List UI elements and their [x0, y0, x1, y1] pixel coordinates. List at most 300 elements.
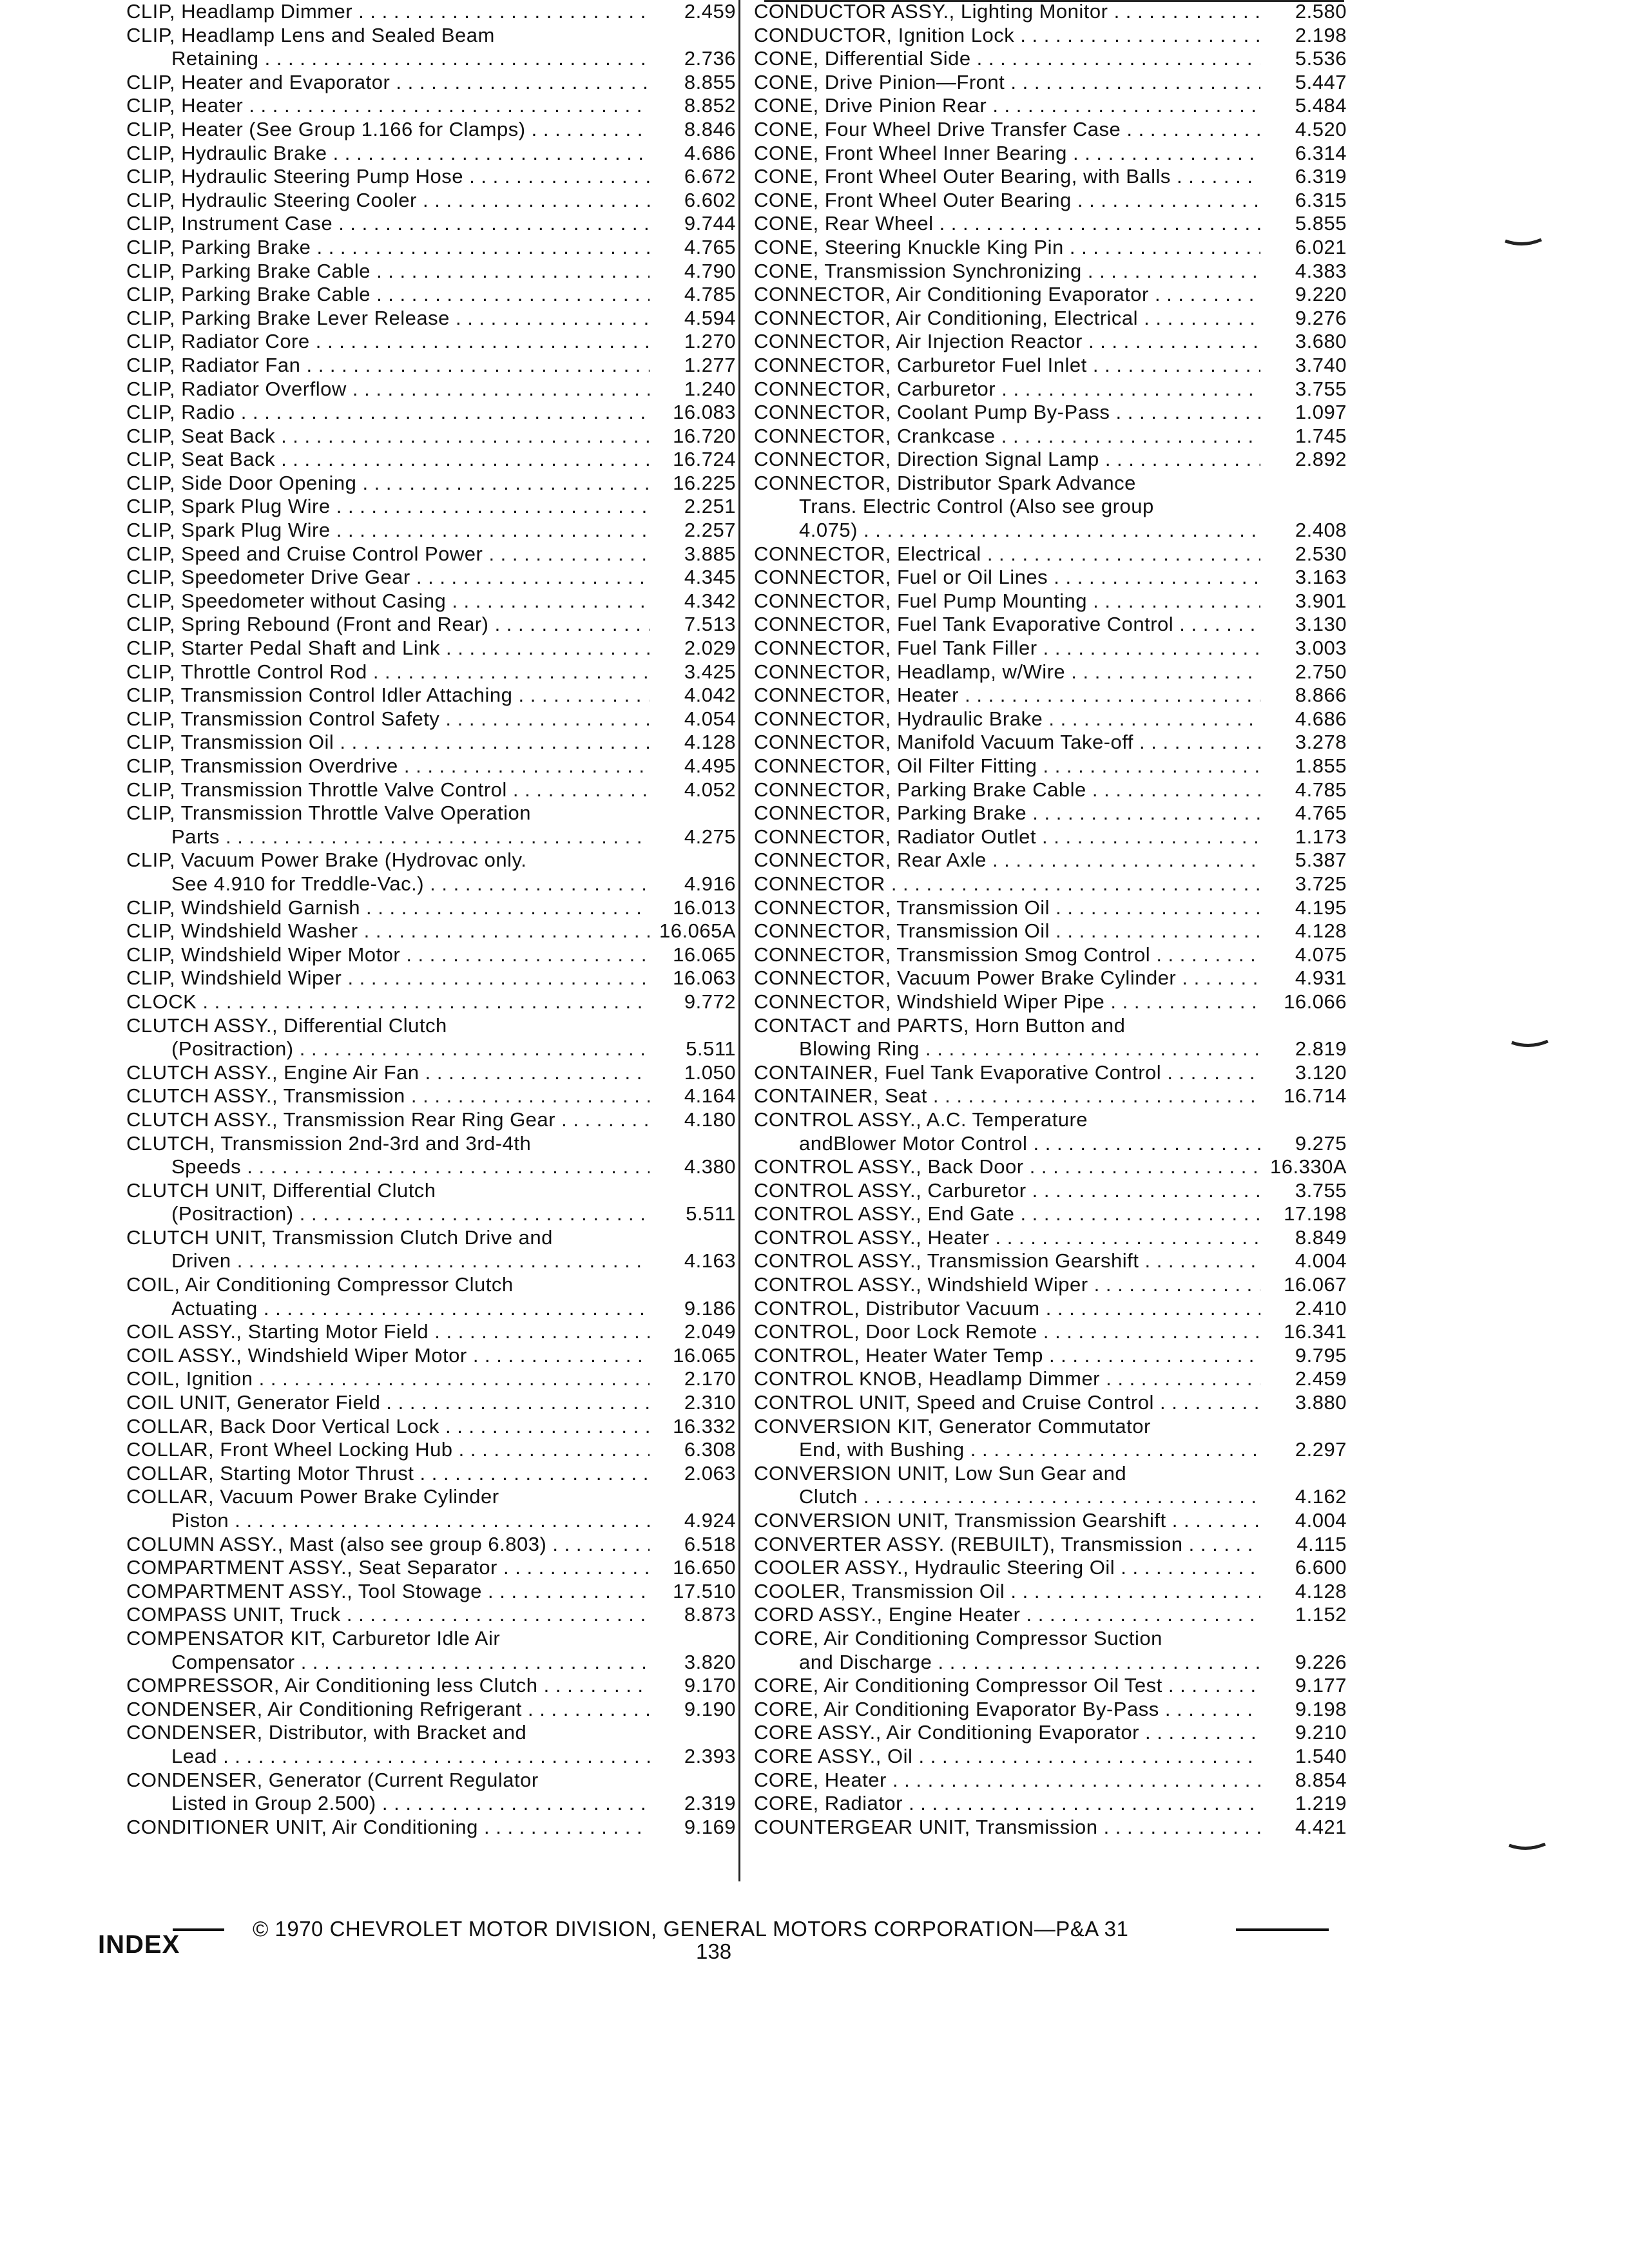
dot-leader — [1020, 1603, 1260, 1626]
entry-group-number: 4.421 — [1295, 1815, 1347, 1838]
dot-leader — [446, 590, 650, 612]
entry-group-number: 4.345 — [684, 566, 736, 589]
index-entry — [126, 1297, 736, 1321]
entry-group-number: 4.594 — [684, 306, 736, 329]
entry-name: CONTROL ASSY., Transmission Gearshift — [754, 1249, 1139, 1273]
index-entry — [126, 354, 736, 378]
entry-label-wrap — [126, 543, 650, 566]
entry-label-wrap — [126, 966, 650, 990]
entry-group-number: 3.885 — [684, 542, 736, 565]
entry-label-wrap — [754, 283, 1260, 307]
dot-leader — [488, 613, 650, 635]
entry-name: CLIP, Side Door Opening — [126, 471, 357, 494]
entry-name: COLLAR, Vacuum Power Brake Cylinder — [126, 1485, 499, 1508]
entry-name: CONDUCTOR, Ignition Lock — [754, 23, 1015, 46]
entry-name: COMPRESSOR, Air Conditioning less Clutch — [126, 1674, 538, 1697]
entry-label-wrap — [754, 1226, 1260, 1250]
entry-label-wrap — [754, 1556, 1260, 1580]
entry-label-wrap — [126, 731, 650, 754]
entry-label-wrap — [754, 825, 1260, 849]
dot-leader — [341, 1603, 650, 1626]
entry-label-wrap — [126, 1580, 650, 1604]
entry-label-wrap — [126, 1391, 650, 1415]
entry-label-wrap — [126, 1344, 650, 1368]
entry-name: CONE, Front Wheel Inner Bearing — [754, 141, 1067, 164]
entry-group-number: 9.169 — [684, 1815, 736, 1838]
index-entry — [754, 1249, 1347, 1273]
entry-name: COUNTERGEAR UNIT, Transmission — [754, 1815, 1098, 1838]
index-entry — [754, 1509, 1347, 1533]
index-entry — [754, 754, 1347, 778]
index-entry — [126, 1580, 736, 1604]
index-entry — [126, 1037, 736, 1061]
entry-label-wrap — [126, 71, 650, 95]
dot-leader — [1121, 118, 1260, 140]
index-entry — [126, 1816, 736, 1840]
index-entry — [754, 1651, 1347, 1675]
entry-group-number: 3.003 — [1295, 637, 1347, 660]
index-entry — [754, 47, 1347, 71]
dot-leader — [1037, 754, 1260, 777]
dot-leader — [439, 1415, 650, 1437]
entry-name: CLIP, Starter Pedal Shaft and Link — [126, 637, 440, 660]
entry-label-wrap — [754, 1108, 1260, 1132]
dot-leader — [333, 212, 650, 235]
entry-label-wrap — [126, 189, 650, 213]
entry-name: CLIP, Radio — [126, 401, 235, 424]
entry-group-number: 9.220 — [1295, 283, 1347, 306]
entry-label-wrap — [126, 330, 650, 354]
entry-group-number: 2.198 — [1295, 23, 1347, 46]
index-entry — [126, 1556, 736, 1580]
entry-name: CONE, Rear Wheel — [754, 212, 934, 235]
dot-leader — [478, 1816, 650, 1838]
entry-name: Piston — [171, 1509, 229, 1532]
index-entry — [126, 1391, 736, 1415]
dot-leader — [1139, 1721, 1260, 1744]
entry-label-wrap — [126, 47, 650, 71]
entry-label-wrap — [754, 1014, 1260, 1038]
index-entry — [754, 71, 1347, 95]
entry-group-number: 2.459 — [1295, 1367, 1347, 1390]
index-entry — [754, 849, 1347, 872]
entry-label-wrap — [754, 1792, 1260, 1816]
entry-name: CLIP, Windshield Wiper Motor — [126, 943, 401, 966]
margin-mark — [1510, 1040, 1549, 1049]
entry-group-number: 2.251 — [684, 495, 736, 518]
entry-name: CLIP, Radiator Fan — [126, 353, 301, 376]
index-entry — [754, 260, 1347, 284]
entry-name: CLIP, Vacuum Power Brake (Hydrovac only. — [126, 849, 527, 872]
entry-label-wrap — [126, 236, 650, 260]
entry-name: CONNECTOR, Direction Signal Lamp — [754, 448, 1099, 471]
entry-name: CORE ASSY., Air Conditioning Evaporator — [754, 1721, 1139, 1744]
index-entry — [754, 660, 1347, 684]
dot-leader — [526, 118, 650, 140]
index-entry — [126, 1344, 736, 1368]
entry-name: and Discharge — [799, 1650, 932, 1673]
entry-label-wrap — [754, 1627, 1260, 1651]
entry-group-number: 3.901 — [1295, 589, 1347, 612]
dot-leader — [1173, 613, 1260, 635]
entry-label-wrap — [126, 1533, 650, 1557]
dot-leader — [1036, 825, 1260, 848]
entry-group-number: 8.849 — [1295, 1225, 1347, 1249]
entry-name: 4.075) — [799, 519, 858, 542]
entry-name: CLIP, Transmission Oil — [126, 731, 334, 754]
index-entry — [126, 778, 736, 802]
index-entry — [754, 212, 1347, 236]
entry-name: CONTROL ASSY., End Gate — [754, 1202, 1015, 1225]
entry-label-wrap — [754, 613, 1260, 637]
index-entry — [126, 543, 736, 566]
entry-label-wrap — [126, 378, 650, 401]
entry-name: CONNECTOR, Fuel Tank Filler — [754, 637, 1037, 660]
entry-label-wrap — [754, 754, 1260, 778]
entry-group-number: 4.042 — [684, 684, 736, 707]
copyright-notice: © 1970 CHEVROLET MOTOR DIVISION, GENERAL MOTORS CORPORATION—P&A 31 — [253, 1917, 1129, 1941]
dot-leader — [483, 543, 650, 565]
dot-leader — [1083, 330, 1260, 352]
entry-name: CLIP, Hydraulic Steering Cooler — [126, 188, 417, 211]
dot-leader — [1014, 1202, 1260, 1225]
entry-label-wrap — [754, 307, 1260, 331]
entry-label-wrap — [126, 260, 650, 284]
dot-leader — [419, 1061, 650, 1084]
index-entry — [754, 1533, 1347, 1557]
entry-label-wrap — [754, 1580, 1260, 1604]
entry-name: COOLER, Transmission Oil — [754, 1579, 1005, 1602]
entry-group-number: 8.866 — [1295, 684, 1347, 707]
dot-leader — [965, 1438, 1260, 1461]
index-entry — [126, 1273, 736, 1297]
entry-label-wrap — [126, 1297, 650, 1321]
index-entry — [126, 94, 736, 118]
dot-leader — [400, 943, 650, 966]
entry-group-number: 5.484 — [1295, 94, 1347, 117]
index-entry — [754, 1745, 1347, 1769]
dot-leader — [482, 1580, 650, 1602]
entry-label-wrap — [754, 1485, 1260, 1509]
index-entry — [126, 24, 736, 48]
entry-group-number: 9.795 — [1295, 1343, 1347, 1367]
entry-label-wrap — [754, 1651, 1260, 1675]
entry-label-wrap — [126, 354, 650, 378]
entry-label-wrap — [126, 754, 650, 778]
index-entry — [126, 590, 736, 613]
entry-group-number: 3.820 — [684, 1650, 736, 1673]
entry-name: (Positraction) — [171, 1037, 294, 1061]
dot-leader — [429, 1320, 650, 1343]
entry-label-wrap — [126, 778, 650, 802]
entry-name: CORE, Air Conditioning Compressor Oil Test — [754, 1674, 1162, 1697]
entry-name: CONTROL KNOB, Headlamp Dimmer — [754, 1367, 1101, 1390]
entry-label-wrap — [754, 118, 1260, 142]
entry-name: CLIP, Seat Back — [126, 448, 275, 471]
entry-label-wrap — [754, 707, 1260, 731]
entry-label-wrap — [754, 1367, 1260, 1391]
entry-name: COIL, Air Conditioning Compressor Clutch — [126, 1273, 514, 1296]
dot-leader — [1005, 71, 1260, 93]
dot-leader — [310, 330, 650, 352]
entry-label-wrap — [754, 872, 1260, 896]
index-entry — [754, 1014, 1347, 1038]
entry-name: CORE, Air Conditioning Evaporator By-Pass — [754, 1697, 1159, 1720]
footer-rule-right — [1236, 1928, 1329, 1931]
index-entry — [126, 1249, 736, 1273]
index-entry — [126, 1367, 736, 1391]
entry-name: COMPASS UNIT, Truck — [126, 1603, 341, 1626]
index-entry — [126, 472, 736, 495]
entry-label-wrap — [754, 1297, 1260, 1321]
entry-group-number: 4.128 — [1295, 1579, 1347, 1602]
dot-leader — [933, 212, 1260, 235]
entry-label-wrap — [754, 1202, 1260, 1226]
entry-label-wrap — [754, 1438, 1260, 1462]
index-entry — [126, 849, 736, 872]
index-entry — [126, 448, 736, 472]
entry-label-wrap — [754, 966, 1260, 990]
entry-group-number: 9.744 — [684, 212, 736, 235]
entry-name: Compensator — [171, 1650, 295, 1673]
entry-label-wrap — [126, 1179, 650, 1203]
entry-name: COIL UNIT, Generator Field — [126, 1391, 381, 1414]
entry-label-wrap — [126, 1462, 650, 1486]
dot-leader — [258, 47, 650, 70]
index-entry — [126, 1651, 736, 1675]
dot-leader — [414, 1462, 650, 1485]
dot-leader — [1176, 966, 1260, 989]
index-entry — [126, 378, 736, 401]
entry-label-wrap — [754, 1320, 1260, 1344]
entry-name: CONNECTOR, Parking Brake — [754, 802, 1027, 825]
index-entry — [126, 637, 736, 660]
entry-group-number: 8.854 — [1295, 1768, 1347, 1791]
entry-name: CONNECTOR, Coolant Pump By-Pass — [754, 401, 1110, 424]
index-entry — [126, 919, 736, 943]
index-entry — [126, 142, 736, 166]
entry-group-number: 1.277 — [684, 353, 736, 376]
entry-group-number: 2.530 — [1295, 542, 1347, 565]
entry-label-wrap — [126, 212, 650, 236]
entry-name: CLUTCH ASSY., Transmission — [126, 1084, 405, 1108]
entry-label-wrap — [754, 401, 1260, 425]
entry-label-wrap — [126, 1792, 650, 1816]
dot-leader — [440, 637, 650, 659]
entry-name: CLIP, Hydraulic Brake — [126, 141, 327, 164]
margin-mark — [1504, 238, 1543, 247]
entry-group-number: 4.195 — [1295, 896, 1347, 919]
entry-group-number: 4.075 — [1295, 943, 1347, 966]
index-entry — [754, 1721, 1347, 1745]
dot-leader — [1097, 1816, 1260, 1838]
entry-name: CONVERTER ASSY. (REBUILT), Transmission — [754, 1532, 1183, 1555]
entry-group-number: 3.120 — [1295, 1061, 1347, 1084]
entry-label-wrap — [754, 590, 1260, 613]
entry-label-wrap — [126, 401, 650, 425]
entry-name: CONNECTOR, Radiator Outlet — [754, 825, 1036, 848]
index-entry — [754, 401, 1347, 425]
dot-leader — [522, 1698, 650, 1720]
dot-leader — [1100, 1367, 1260, 1390]
entry-name: CONE, Differential Side — [754, 47, 971, 70]
index-entry — [126, 1132, 736, 1156]
dot-leader — [1171, 165, 1260, 187]
dot-leader — [1064, 236, 1260, 258]
index-entry — [754, 966, 1347, 990]
index-entry — [126, 1438, 736, 1462]
entry-name: CONNECTOR, Air Injection Reactor — [754, 330, 1083, 353]
dot-leader — [439, 707, 650, 730]
dot-leader — [1088, 1273, 1260, 1296]
entry-name: CLIP, Heater (See Group 1.166 for Clamps) — [126, 117, 526, 140]
entry-label-wrap — [754, 849, 1260, 872]
entry-label-wrap — [754, 24, 1260, 48]
entry-group-number: 4.380 — [684, 1155, 736, 1178]
entry-label-wrap — [126, 590, 650, 613]
entry-group-number: 8.855 — [684, 70, 736, 93]
entry-name: CONNECTOR, Heater — [754, 684, 959, 707]
entry-label-wrap — [126, 0, 650, 24]
index-entry — [126, 684, 736, 707]
entry-group-number: 9.170 — [684, 1674, 736, 1697]
dot-leader — [327, 142, 650, 164]
dot-leader — [1115, 1556, 1260, 1579]
index-entry — [126, 990, 736, 1014]
entry-group-number: 3.130 — [1295, 613, 1347, 636]
entry-group-number: 5.447 — [1295, 70, 1347, 93]
index-entry — [126, 966, 736, 990]
entry-name: CONE, Four Wheel Drive Transfer Case — [754, 117, 1121, 140]
entry-name: CONE, Drive Pinion Rear — [754, 94, 987, 117]
entry-group-number: 2.580 — [1295, 0, 1347, 23]
entry-group-number: 9.198 — [1295, 1697, 1347, 1720]
entry-label-wrap — [126, 1556, 650, 1580]
entry-name: CONVERSION UNIT, Transmission Gearshift — [754, 1509, 1166, 1532]
entry-label-wrap — [754, 1273, 1260, 1297]
entry-group-number: 9.275 — [1295, 1131, 1347, 1155]
index-entry — [754, 1037, 1347, 1061]
index-entry — [126, 283, 736, 307]
entry-name: COIL ASSY., Windshield Wiper Motor — [126, 1343, 467, 1367]
entry-group-number: 2.257 — [684, 519, 736, 542]
entry-name: CONVERSION UNIT, Low Sun Gear and — [754, 1461, 1127, 1485]
entry-group-number: 4.163 — [684, 1249, 736, 1273]
entry-name: CLIP, Hydraulic Steering Pump Hose — [126, 165, 464, 188]
entry-name: CLIP, Spring Rebound (Front and Rear) — [126, 613, 489, 636]
index-entry — [126, 896, 736, 920]
dot-leader — [996, 425, 1260, 447]
entry-label-wrap — [754, 142, 1260, 166]
dot-leader — [1005, 1580, 1260, 1602]
entry-name: CLUTCH ASSY., Differential Clutch — [126, 1014, 447, 1037]
index-label: INDEX — [98, 1930, 180, 1959]
entry-label-wrap — [126, 1155, 650, 1179]
dot-leader — [197, 990, 650, 1013]
entry-label-wrap — [754, 378, 1260, 401]
entry-label-wrap — [754, 1769, 1260, 1792]
entry-name: CONNECTOR, Fuel Tank Evaporative Control — [754, 613, 1174, 636]
dot-leader — [1040, 1297, 1260, 1320]
entry-group-number: 9.210 — [1295, 1721, 1347, 1744]
dot-leader — [235, 401, 650, 423]
entry-label-wrap — [126, 613, 650, 637]
dot-leader — [987, 94, 1260, 117]
entry-name: CLOCK — [126, 990, 197, 1013]
entry-group-number: 4.275 — [684, 825, 736, 848]
entry-label-wrap — [126, 943, 650, 967]
index-entry — [126, 660, 736, 684]
index-entry — [126, 1084, 736, 1108]
entry-name: Speeds — [171, 1155, 242, 1178]
dot-leader — [258, 1297, 650, 1320]
index-entry — [126, 495, 736, 519]
entry-group-number: 16.083 — [673, 401, 736, 424]
index-entry — [126, 212, 736, 236]
entry-label-wrap — [126, 896, 650, 920]
entry-name: CONNECTOR, Headlamp, w/Wire — [754, 660, 1066, 683]
entry-group-number: 16.067 — [1284, 1273, 1347, 1296]
dot-leader — [410, 566, 650, 588]
entry-group-number: 4.924 — [684, 1509, 736, 1532]
dot-leader — [360, 896, 650, 919]
entry-name: CONTROL ASSY., Carburetor — [754, 1178, 1027, 1202]
index-entry — [754, 142, 1347, 166]
entry-name: CONNECTOR — [754, 872, 885, 895]
dot-leader — [507, 778, 650, 801]
index-entry — [126, 189, 736, 213]
entry-label-wrap — [754, 236, 1260, 260]
entry-label-wrap — [126, 1603, 650, 1627]
entry-name: CONE, Transmission Synchronizing — [754, 259, 1082, 282]
index-entry — [754, 1415, 1347, 1439]
entry-name: CLUTCH UNIT, Differential Clutch — [126, 1178, 436, 1202]
entry-group-number: 3.880 — [1295, 1391, 1347, 1414]
entry-group-number: 2.063 — [684, 1461, 736, 1485]
entry-name: CLIP, Parking Brake Lever Release — [126, 306, 450, 329]
index-entry — [126, 1014, 736, 1038]
index-entry — [126, 165, 736, 189]
dot-leader — [538, 1674, 650, 1696]
index-entry — [754, 1792, 1347, 1816]
index-entry — [754, 94, 1347, 118]
dot-leader — [1037, 1320, 1260, 1343]
entry-group-number: 7.513 — [684, 613, 736, 636]
index-entry — [754, 637, 1347, 660]
entry-group-number: 9.177 — [1295, 1674, 1347, 1697]
entry-group-number: 5.387 — [1295, 849, 1347, 872]
entry-group-number: 4.765 — [1295, 802, 1347, 825]
index-entry — [754, 990, 1347, 1014]
entry-name: CLIP, Speedometer without Casing — [126, 589, 447, 612]
entry-label-wrap — [754, 472, 1260, 495]
entry-label-wrap — [754, 660, 1260, 684]
entry-group-number: 6.308 — [684, 1438, 736, 1461]
entry-group-number: 4.115 — [1296, 1532, 1347, 1555]
entry-group-number: 2.319 — [684, 1792, 736, 1815]
entry-label-wrap — [126, 1745, 650, 1769]
entry-label-wrap — [126, 1108, 650, 1132]
entry-name: COLLAR, Front Wheel Locking Hub — [126, 1438, 453, 1461]
entry-name: CLIP, Parking Brake Cable — [126, 259, 371, 282]
dot-leader — [398, 754, 650, 777]
entry-label-wrap — [754, 425, 1260, 448]
index-entry — [754, 472, 1347, 495]
entry-group-number: 16.650 — [673, 1556, 736, 1579]
entry-name: CONNECTOR, Fuel or Oil Lines — [754, 566, 1048, 589]
dot-leader — [1108, 0, 1260, 23]
dot-leader — [971, 47, 1260, 70]
